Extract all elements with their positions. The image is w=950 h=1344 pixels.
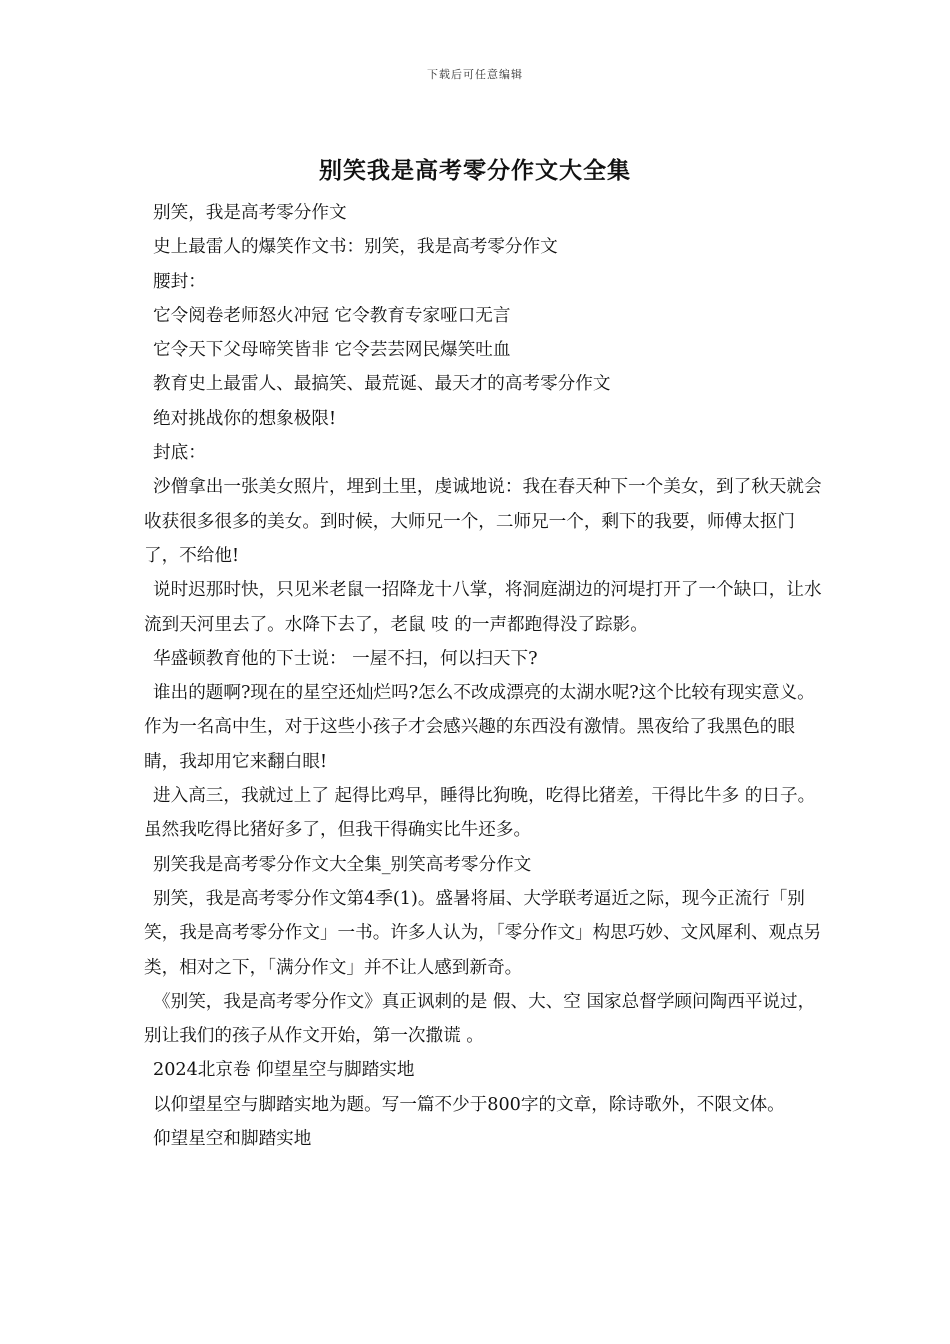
paragraph: 别笑，我是高考零分作文 — [153, 203, 347, 223]
paragraph: 别笑我是高考零分作文大全集_别笑高考零分作文 — [153, 854, 532, 875]
paragraph: 绝对挑战你的想象极限! — [153, 408, 337, 429]
paragraph: 谁出的题啊?现在的星空还灿烂吗?怎么不改成漂亮的太湖水呢?这个比较有现实意义。作为一名高中生，对于这些小孩子才会感兴趣的东西没有激情。黑夜给了我黑色的眼睛，我却用它来翻白眼! — [144, 683, 815, 772]
document-body — [144, 196, 824, 1156]
paragraph: 2024北京卷 仰望星空与脚踏实地 — [153, 1060, 415, 1081]
paragraph: 进入高三，我就过上了 起得比鸡早，睡得比狗晚，吃得比猪差，干得比牛多 的日子。虽然我吃得比猪好多了，但我干得确实比牛还多。 — [144, 786, 816, 841]
paragraph: 以仰望星空与脚踏实地为题。写一篇不少于800字的文章，除诗歌外，不限文体。 — [153, 1094, 785, 1115]
document-title: 别笑我是高考零分作文大全集 — [319, 157, 631, 184]
paragraph: 仰望星空和脚踏实地 — [153, 1129, 312, 1150]
paragraph: 它令阅卷老师怒火冲冠 它令教育专家哑口无言 — [153, 305, 511, 326]
paragraph: 别笑，我是高考零分作文第4季(1)。盛暑将届、大学联考逼近之际，现今正流行「别笑，我是高考零分作文」一书。许多人认为，「零分作文」构思巧妙、文风犀利、观点另类，相对之下，「满分作文」并不让人感到新奇。 — [144, 888, 822, 978]
paragraph: 史上最雷人的爆笑作文书：别笑，我是高考零分作文 — [153, 237, 558, 258]
page-header-note: 下载后可任意编辑 — [427, 68, 523, 81]
paragraph: 腰封： — [153, 271, 206, 292]
paragraph: 华盛顿教育他的下士说： 一屋不扫，何以扫天下? — [153, 648, 538, 669]
paragraph: 《别笑，我是高考零分作文》真正讽刺的是 假、大、空 国家总督学顾问陶西平说过， 别让我们的孩子从作文开始，第一次撒谎 。 — [144, 991, 816, 1047]
paragraph: 教育史上最雷人、最搞笑、最荒诞、最天才的高考零分作文 — [153, 374, 611, 395]
paragraph: 说时迟那时快，只见米老鼠一招降龙十八掌，将洞庭湖边的河堤打开了一个缺口，让水流到天河里去了。水降下去了，老鼠 吱 的一声都跑得没了踪影。 — [144, 580, 822, 635]
paragraph: 沙僧拿出一张美女照片，埋到土里，虔诚地说：我在春天种下一个美女，到了秋天就会收获很多很多的美女。到时候，大师兄一个，二师兄一个，剩下的我要，师傅太抠门了，不给他! — [144, 477, 822, 566]
paragraph: 封底： — [153, 443, 206, 464]
paragraph: 它令天下父母啼笑皆非 它令芸芸网民爆笑吐血 — [153, 340, 511, 361]
